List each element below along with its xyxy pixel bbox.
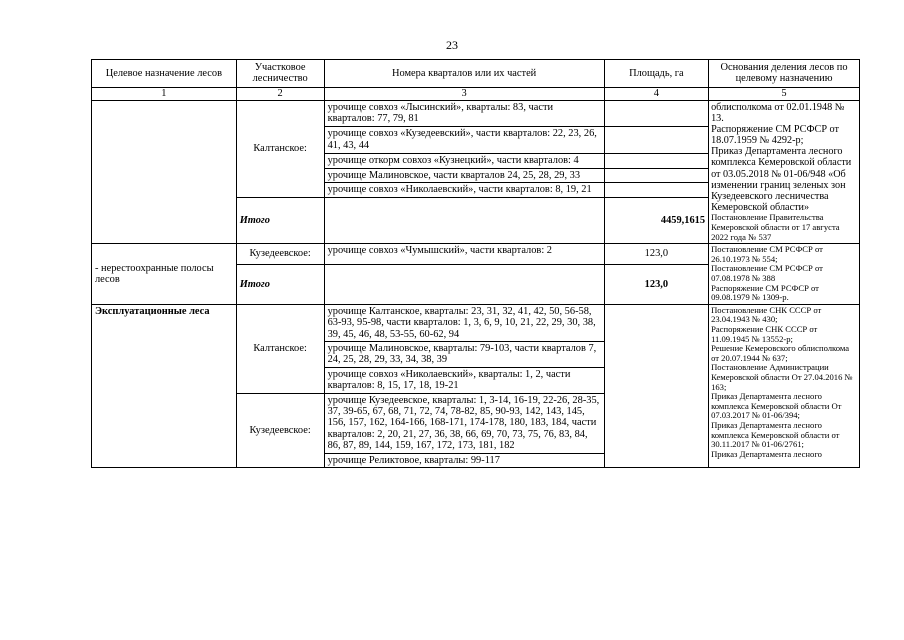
column-number: 5 — [709, 87, 860, 100]
basis-line: Постановление СМ РСФСР от 07.08.1978 № 388 — [711, 263, 823, 283]
quarters-cell — [324, 198, 604, 244]
basis-line: Приказ Департамента лесного комплекса Кемеровской области От 07.03.2017 № 01-06/394; — [711, 391, 842, 421]
quarters-cell: урочище совхоз «Чумышский», части кварталов: 2 — [324, 244, 604, 265]
basis-line: Постановление Администрации Кемеровской области От 27.04.2016 № 163; — [711, 362, 853, 392]
basis-line: Приказ Департамента лесного комплекса Кемеровской области от 03.05.2018 № 01-06/948 «Об изменении границ зеленых зон Кузедеевского лесничества Кемеровской области» — [711, 146, 852, 214]
area-cell — [604, 153, 708, 168]
quarters-cell: урочище Малиновское, кварталы: 79-103, части кварталов 7, 24, 25, 28, 29, 33, 34, 38, 39 — [324, 342, 604, 368]
purpose-cell: - нерестоохранные полосы лесов — [92, 244, 237, 305]
area-cell: 123,0 — [604, 244, 708, 265]
basis-line: Решение Кемеровского облисполкома от 20.07.1944 № 637; — [711, 343, 850, 363]
basis-line: Распоряжение СМ РСФСР от 09.08.1979 № 1309-р. — [711, 282, 819, 303]
area-cell — [604, 183, 708, 198]
quarters-cell: урочище совхоз «Николаевский», кварталы: 1, 2, части кварталов: 8, 15, 17, 18, 19-21 — [324, 367, 604, 393]
column-number: 1 — [92, 87, 237, 100]
total-label: Итого — [236, 198, 324, 244]
purpose-cell: Эксплуатационные леса — [92, 304, 237, 467]
area-cell — [604, 304, 708, 467]
purpose-cell-empty — [92, 100, 237, 243]
quarters-cell: урочище совхоз «Лысинский», кварталы: 83, части кварталов: 77, 79, 81 — [324, 100, 604, 127]
header-purpose: Целевое назначение лесов — [92, 60, 237, 88]
basis-line: Приказ Департамента лесного — [711, 448, 822, 459]
table-row — [92, 244, 860, 265]
column-number: 3 — [324, 87, 604, 100]
district-cell: Калтанское: — [236, 304, 324, 393]
basis-line: облисполкома от 02.01.1948 № 13. — [711, 101, 845, 124]
quarters-cell: урочище Калтанское, кварталы: 23, 31, 32, 41, 42, 50, 56-58, 63-93, 95-98, части кварталов: 1, 3, 6, 9, 10, 21, 22, 29, 30, 38, 39, 45, 46, 48, 53-55, 60-62, 94 — [324, 304, 604, 341]
basis-line: Постановление СНК СССР от 23.04.1943 № 430; — [711, 304, 822, 325]
header-quarters: Номера кварталов или их частей — [324, 60, 604, 88]
header-district: Участковое лесничество — [236, 60, 324, 88]
quarters-cell — [324, 264, 604, 304]
total-area: 123,0 — [604, 264, 708, 304]
header-row — [92, 60, 860, 88]
table-row — [92, 304, 860, 341]
header-area: Площадь, га — [604, 60, 708, 88]
district-cell: Калтанское: — [236, 100, 324, 197]
header-basis: Основания деления лесов по целевому назначению — [709, 60, 860, 88]
quarters-cell: урочище Малиновское, части кварталов 24, 25, 28, 29, 33 — [324, 168, 604, 183]
district-cell: Кузедеевское: — [236, 244, 324, 265]
quarters-cell: урочище откорм совхоз «Кузнецкий», части кварталов: 4 — [324, 153, 604, 168]
basis-cell — [709, 100, 860, 243]
quarters-cell: урочище совхоз «Николаевский», части кварталов: 8, 19, 21 — [324, 183, 604, 198]
page-number: 23 — [446, 38, 458, 52]
column-number: 4 — [604, 87, 708, 100]
basis-line: Приказ Департамента лесного комплекса Кемеровской области от 30.11.2017 № 01-06/2761; — [711, 419, 840, 450]
district-cell: Кузедеевское: — [236, 393, 324, 467]
area-cell — [604, 168, 708, 183]
basis-cell — [709, 244, 860, 305]
basis-line: Постановление СМ РСФСР от 26.10.1973 № 554; — [711, 244, 823, 264]
quarters-cell: урочище Кузедеевское, кварталы: 1, 3-14, 16-19, 22-26, 28-35, 37, 39-65, 67, 68, 71, 72, 74, 78-82, 85, 90-93, 142, 143, 145, 156, 157, 162, 164-166, 168-171, 174-178, 180, 183, 184, части кварталов: 2, 20, 21, 27, 36, 38, 66, 69, 70, 73, 75, 76, 83, 84, 86, 87, 89, 144, 159, 167, 172, 173, 181, 182 — [324, 393, 604, 453]
basis-cell — [709, 304, 860, 467]
table-row — [92, 100, 860, 127]
total-area: 4459,1615 — [604, 198, 708, 244]
quarters-cell: урочище совхоз «Кузедеевский», части кварталов: 22, 23, 26, 41, 43, 44 — [324, 127, 604, 154]
column-number: 2 — [236, 87, 324, 100]
area-cell — [604, 127, 708, 154]
quarters-cell: урочище Реликтовое, кварталы: 99-117 — [324, 453, 604, 467]
forest-purpose-table — [91, 59, 860, 468]
area-cell — [604, 100, 708, 127]
basis-line: Постановление Правительства Кемеровской области от 17 августа 2022 года № 537 — [711, 212, 840, 242]
column-number-row — [92, 87, 860, 100]
basis-line: Распоряжение СМ РСФСР от 18.07.1959 № 4292-р; — [711, 123, 839, 147]
total-label: Итого — [236, 264, 324, 304]
basis-line: Распоряжение СНК СССР от 11.09.1945 № 13552-р; — [711, 323, 818, 344]
